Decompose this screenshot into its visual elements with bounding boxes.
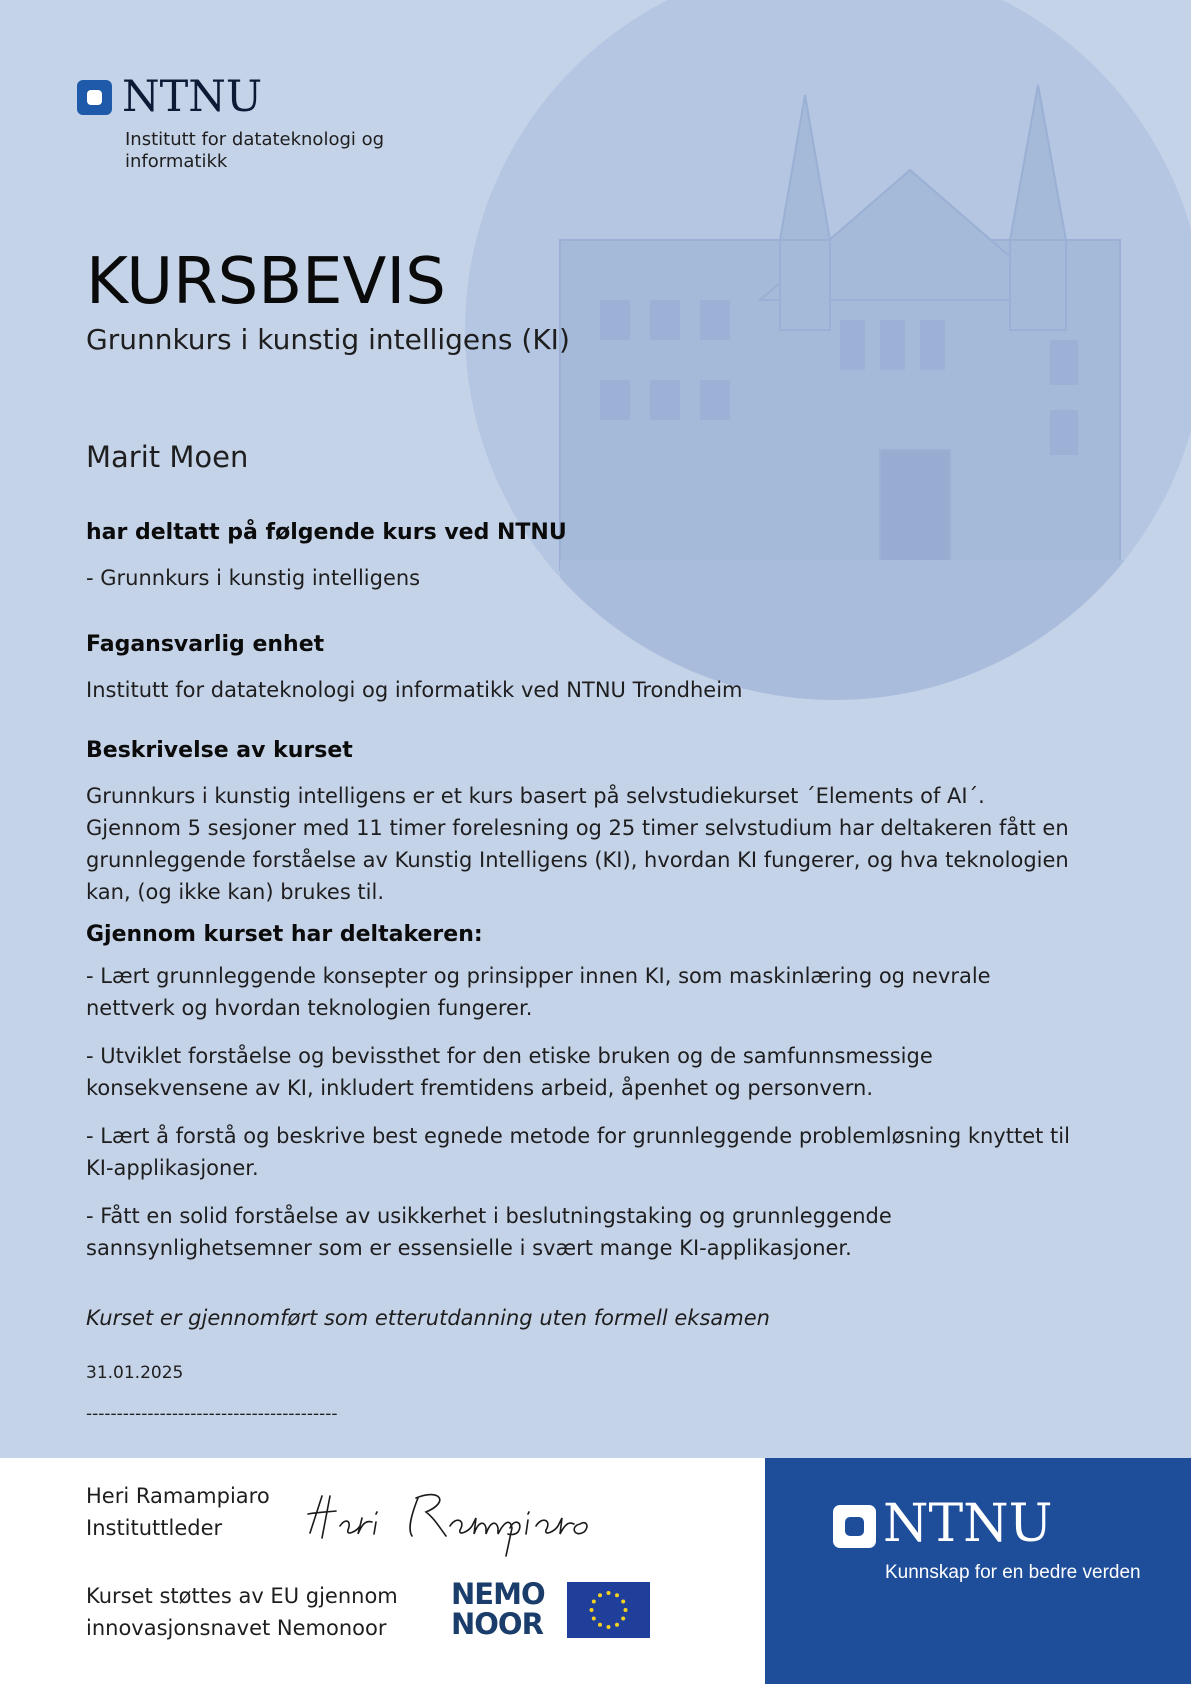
eu-support-text: innovasjonsnavet Nemonoor [86,1616,387,1640]
nemonoor-logo-line: NOOR [451,1607,543,1641]
footer-brand [765,1458,1191,1684]
outcome-item: - Utviklet forståelse og bevissthet for den etiske bruken og de samfunnsmessige konsekvensene av KI, inkludert fremtidens arbeid, åpenhet og personvern. [86,1044,933,1100]
nemonoor-logo [451,1579,553,1639]
ntnu-logo-text: NTNU [122,72,263,122]
participated-heading: har deltatt på følgende kurs ved NTNU [86,520,567,545]
participated-course: - Grunnkurs i kunstig intelligens [86,566,421,590]
certificate-title: KURSBEVIS [86,245,446,319]
outcome-item: - Lært grunnleggende konsepter og prinsipper innen KI, som maskinlæring og nevrale nettverk og hvordan teknologien fungerer. [86,964,991,1020]
unit-text: Institutt for datateknologi og informatikk ved NTNU Trondheim [86,678,743,702]
ntnu-brand-text: NTNU [883,1494,1053,1554]
signature-line: ----------------------------------------- [86,1404,338,1424]
participant-name: Marit Moen [86,440,249,474]
ntnu-brand-icon [833,1505,876,1548]
description-text: Grunnkurs i kunstig intelligens er et kurs basert på selvstudiekurset ´Elements of AI´. Gjennom 5 sesjoner med 11 timer forelesning og 25 timer selvstudium har deltakeren fått en grunnleggende forståelse av Kunstig Intelligens (KI), hvordan KI fungerer, og hva teknologien kan, (og ikke kan) brukes til. [86,784,1069,904]
nemonoor-logo-line: NEMO [451,1577,545,1611]
handwritten-signature [300,1478,630,1558]
outcomes-heading: Gjennom kurset har deltakeren: [86,922,483,947]
eu-support-text: Kurset støttes av EU gjennom [86,1584,398,1608]
outcome-item: - Fått en solid forståelse av usikkerhet i beslutningstaking og grunnleggende sannsynlighetsemner som er essensielle i svært mange KI-applikasjoner. [86,1204,892,1260]
signer-title: Instituttleder [86,1516,223,1540]
department-name: Institutt for datateknologi og informatikk [125,129,385,172]
exam-note: Kurset er gjennomført som etterutdanning uten formell eksamen [86,1306,770,1330]
eu-flag-icon [567,1582,650,1638]
description-heading: Beskrivelse av kurset [86,738,353,763]
ntnu-logo-icon [77,80,112,115]
outcome-item: - Lært å forstå og beskrive best egnede metode for grunnleggende problemløsning knyttet til KI-applikasjoner. [86,1124,1070,1180]
ntnu-slogan: Kunnskap for en bedre verden [885,1562,1141,1583]
unit-heading: Fagansvarlig enhet [86,632,325,657]
signer-name: Heri Ramampiaro [86,1484,270,1508]
issue-date: 31.01.2025 [86,1363,184,1383]
course-subtitle: Grunnkurs i kunstig intelligens (KI) [86,323,570,356]
